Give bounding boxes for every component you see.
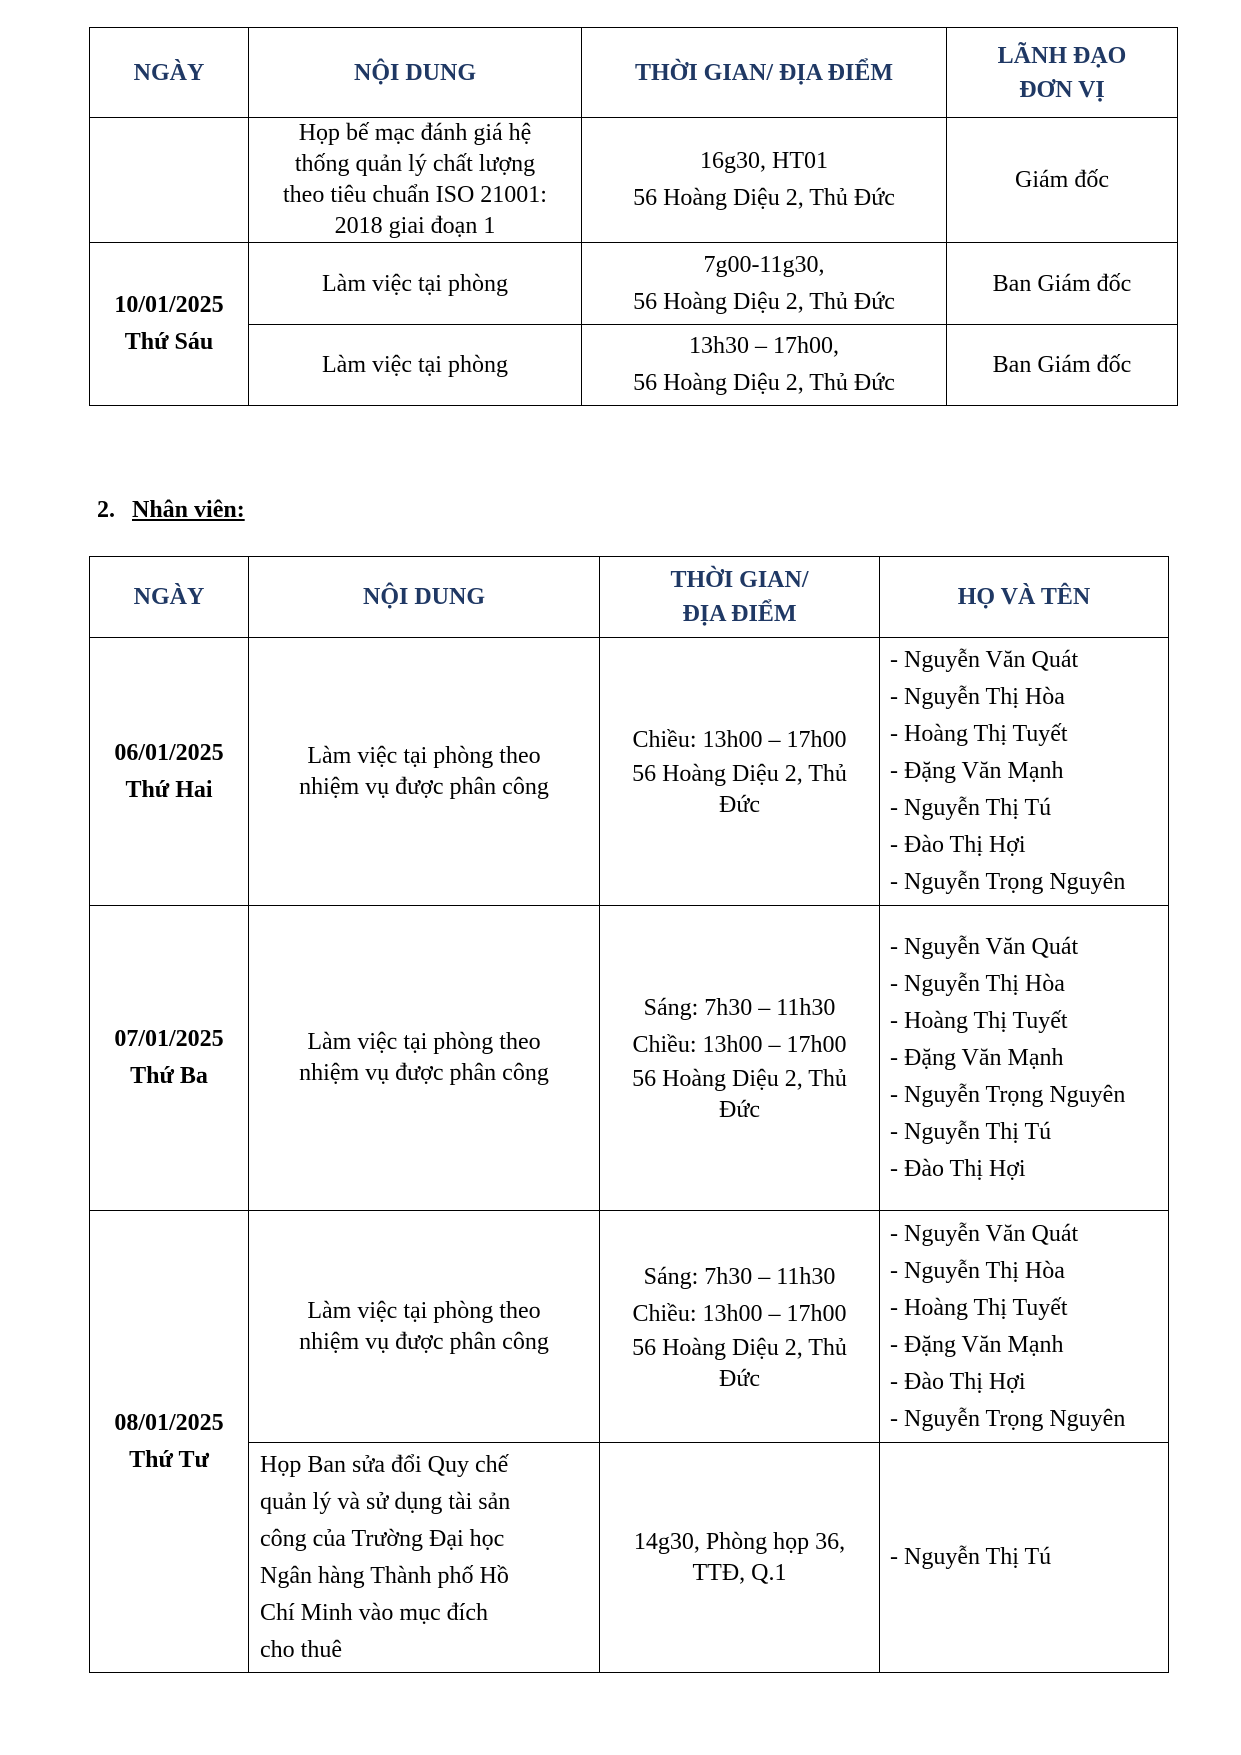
table-header-row	[90, 28, 1178, 118]
table-row	[90, 1211, 1169, 1443]
content-line: Chí Minh vào mục đích	[260, 1599, 488, 1626]
content-line: Làm việc tại phòng theo	[307, 1297, 541, 1324]
name-item: - Đặng Văn Mạnh	[890, 1331, 1064, 1358]
content-cell: Làm việc tại phòng	[249, 325, 582, 406]
time-line: Chiều: 13h00 – 17h00	[632, 727, 847, 753]
name-item: - Hoàng Thị Tuyết	[890, 721, 1068, 747]
table-row	[90, 325, 1178, 406]
header-time-line: THỜI GIAN/	[670, 567, 809, 593]
location-line: 56 Hoàng Diệu 2, Thủ	[632, 1334, 847, 1361]
table-row	[90, 243, 1178, 325]
header-date: NGÀY	[90, 28, 249, 118]
header-time-location	[600, 557, 880, 638]
section-number: 2.	[97, 497, 115, 523]
content-line: nhiệm vụ được phân công	[299, 1060, 549, 1086]
header-leader-line: ĐƠN VỊ	[1019, 76, 1105, 103]
content-cell	[249, 118, 582, 243]
time-line: Sáng: 7h30 – 11h30	[643, 995, 836, 1021]
leader-schedule-table	[89, 27, 1178, 406]
content-cell: Làm việc tại phòng	[249, 243, 582, 325]
time-line: 13h30 – 17h00,	[689, 333, 839, 359]
time-line: 14g30, Phòng họp 36,	[633, 1528, 846, 1555]
weekday-text: Thứ Tư	[129, 1446, 209, 1473]
date-text: 06/01/2025	[114, 739, 224, 766]
name-item: - Nguyễn Thị Hòa	[890, 1257, 1065, 1284]
content-cell	[249, 638, 600, 906]
content-line: 2018 giai đoạn 1	[334, 213, 496, 239]
location-line: Đức	[719, 792, 760, 818]
location-line: Đức	[719, 1097, 760, 1123]
date-text: 10/01/2025	[114, 292, 224, 318]
content-line: Họp Ban sửa đổi Quy chế	[260, 1451, 509, 1478]
content-line: thống quản lý chất lượng	[294, 151, 536, 177]
name-item: - Nguyễn Văn Quát	[890, 1220, 1079, 1247]
header-content: NỘI DUNG	[249, 28, 582, 118]
name-item: - Đào Thị Hợi	[890, 832, 1026, 858]
staff-schedule-table	[89, 556, 1169, 1673]
name-item: - Đào Thị Hợi	[890, 1155, 1026, 1182]
time-location-cell	[600, 1211, 880, 1443]
content-line: cho thuê	[260, 1636, 342, 1663]
weekday-text: Thứ Sáu	[124, 329, 214, 355]
time-location-cell	[600, 906, 880, 1211]
content-line: quản lý và sử dụng tài sản	[260, 1488, 511, 1515]
location-line: Đức	[719, 1365, 760, 1392]
header-date: NGÀY	[90, 557, 249, 638]
content-line: nhiệm vụ được phân công	[299, 773, 549, 800]
header-leader-line: LÃNH ĐẠO	[997, 42, 1127, 69]
content-line: Làm việc tại phòng theo	[307, 742, 541, 769]
table-header-row	[90, 557, 1169, 638]
time-line: Chiều: 13h00 – 17h00	[632, 1300, 847, 1327]
name-item: - Đặng Văn Mạnh	[890, 758, 1064, 784]
weekday-text: Thứ Hai	[125, 776, 213, 803]
content-cell	[249, 1443, 600, 1673]
names-cell	[880, 638, 1169, 906]
location-line: 56 Hoàng Diệu 2, Thủ	[632, 761, 847, 787]
section-heading	[97, 494, 245, 526]
table-row	[90, 118, 1178, 243]
name-item: - Đào Thị Hợi	[890, 1368, 1026, 1395]
location-line: 56 Hoàng Diệu 2, Thủ Đức	[633, 185, 895, 211]
header-location-line: ĐỊA ĐIỂM	[682, 601, 797, 627]
location-line: TTĐ, Q.1	[692, 1559, 787, 1586]
names-cell	[880, 906, 1169, 1211]
name-item: - Nguyễn Thị Tú	[890, 795, 1052, 821]
date-cell	[90, 1211, 249, 1673]
leader-cell: Ban Giám đốc	[947, 325, 1178, 406]
name-item: - Nguyễn Thị Hòa	[890, 684, 1065, 710]
section-title: Nhân viên:	[132, 497, 245, 523]
time-location-cell	[600, 1443, 880, 1673]
table-row	[90, 1443, 1169, 1673]
content-cell	[249, 1211, 600, 1443]
date-cell	[90, 243, 249, 406]
location-line: 56 Hoàng Diệu 2, Thủ Đức	[633, 370, 895, 396]
name-item: - Đặng Văn Mạnh	[890, 1044, 1064, 1071]
content-cell	[249, 906, 600, 1211]
header-names: HỌ VÀ TÊN	[880, 557, 1169, 638]
name-item: - Nguyễn Trọng Nguyên	[890, 1081, 1126, 1108]
name-item: - Nguyễn Văn Quát	[890, 933, 1079, 960]
name-item: - Nguyễn Thị Hòa	[890, 970, 1065, 997]
location-line: 56 Hoàng Diệu 2, Thủ Đức	[633, 288, 895, 315]
time-line: Chiều: 13h00 – 17h00	[632, 1032, 847, 1058]
date-text: 08/01/2025	[114, 1409, 224, 1436]
names-cell	[880, 1211, 1169, 1443]
leader-cell: Ban Giám đốc	[947, 243, 1178, 325]
content-line: Ngân hàng Thành phố Hồ	[260, 1562, 509, 1589]
time-line: 7g00-11g30,	[703, 251, 825, 278]
time-location-cell	[582, 118, 947, 243]
content-line: Làm việc tại phòng theo	[307, 1029, 541, 1055]
leader-cell: Giám đốc	[947, 118, 1178, 243]
date-cell	[90, 638, 249, 906]
table-row	[90, 638, 1169, 906]
date-text: 07/01/2025	[114, 1026, 224, 1052]
time-location-cell	[582, 243, 947, 325]
header-content: NỘI DUNG	[249, 557, 600, 638]
header-leader	[947, 28, 1178, 118]
name-item: - Nguyễn Trọng Nguyên	[890, 1405, 1126, 1432]
table-row	[90, 906, 1169, 1211]
header-time-location: THỜI GIAN/ ĐỊA ĐIỂM	[582, 28, 947, 118]
name-item: - Nguyễn Thị Tú	[890, 1118, 1052, 1145]
content-line: Họp bế mạc đánh giá hệ	[298, 120, 532, 146]
date-cell-empty	[90, 118, 249, 243]
name-item: - Nguyễn Trọng Nguyên	[890, 869, 1126, 895]
content-line: công của Trường Đại học	[260, 1525, 505, 1552]
weekday-text: Thứ Ba	[130, 1063, 208, 1089]
date-cell	[90, 906, 249, 1211]
names-cell	[880, 1443, 1169, 1673]
location-line: 56 Hoàng Diệu 2, Thủ	[632, 1066, 847, 1092]
content-line: nhiệm vụ được phân công	[299, 1328, 549, 1355]
time-line: 16g30, HT01	[700, 148, 828, 174]
name-item: - Hoàng Thị Tuyết	[890, 1294, 1068, 1321]
time-location-cell	[600, 638, 880, 906]
content-line: theo tiêu chuẩn ISO 21001:	[283, 182, 547, 208]
time-line: Sáng: 7h30 – 11h30	[643, 1263, 836, 1290]
name-item: - Nguyễn Văn Quát	[890, 647, 1079, 673]
name-item: - Nguyễn Thị Tú	[890, 1544, 1052, 1570]
time-location-cell	[582, 325, 947, 406]
name-item: - Hoàng Thị Tuyết	[890, 1007, 1068, 1034]
